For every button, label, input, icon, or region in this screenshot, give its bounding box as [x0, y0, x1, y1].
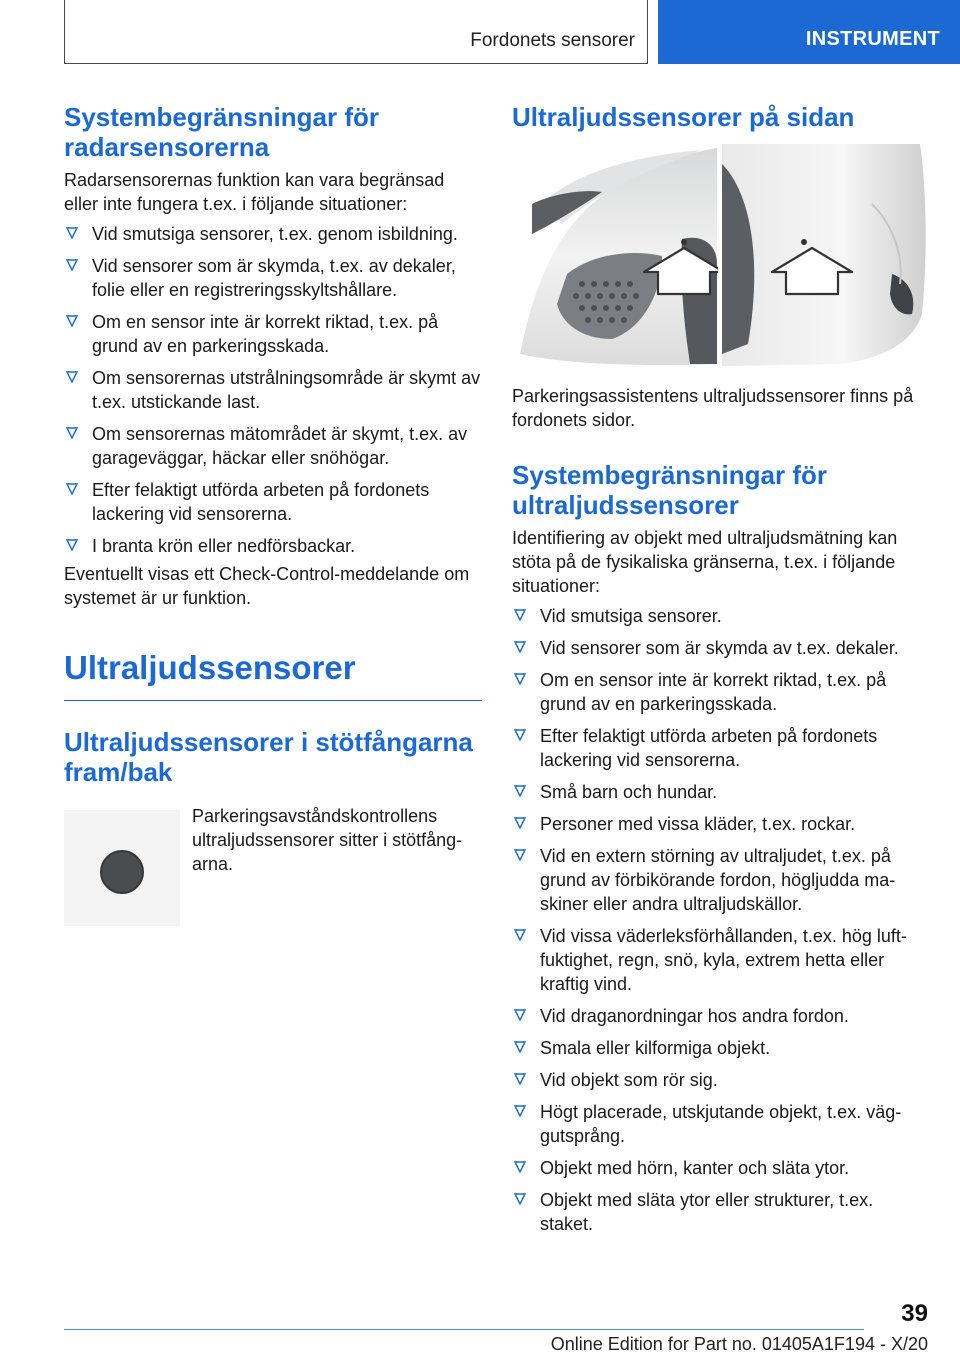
radar-outro: Eventuellt visas ett Check-Control-meddelande om systemet är ur funktion.	[64, 564, 470, 608]
list-item: Smala eller kilformiga objekt.	[512, 1036, 928, 1060]
triangle-bullet-icon	[514, 673, 526, 685]
triangle-bullet-icon	[66, 227, 78, 239]
triangle-bullet-icon	[514, 929, 526, 941]
list-item: Vid objekt som rör sig.	[512, 1068, 928, 1092]
heading-ultrasonic: Ultraljudssensorer	[64, 648, 482, 701]
header-title-box	[64, 0, 648, 64]
triangle-bullet-icon	[514, 1161, 526, 1173]
list-item: Personer med vissa kläder, t.ex. rockar.	[512, 812, 928, 836]
list-item: Vid sensorer som är skymda, t.ex. av dekaler, folie eller en registreringsskyltshållare.	[64, 254, 482, 302]
triangle-bullet-icon	[66, 539, 78, 551]
sensor-illustration	[64, 810, 180, 926]
right-column	[512, 102, 928, 1244]
list-item: Vid draganordningar hos andra fordon.	[512, 1004, 928, 1028]
footer-edition: Online Edition for Part no. 01405A1F194 - X/20	[550, 1334, 928, 1354]
list-item: Efter felaktigt utförda arbeten på fordonets lackering vid sensorerna.	[512, 724, 928, 772]
list-item: Om sensorernas utstrålningsområde är skymt av t.ex. utstickande last.	[64, 366, 482, 414]
list-item: Vid en extern störning av ultraljudet, t.ex. på grund av förbikörande fordon, högljudda maskiner eller andra ultraljudskällor.	[512, 844, 928, 916]
triangle-bullet-icon	[66, 259, 78, 271]
triangle-bullet-icon	[514, 1041, 526, 1053]
list-item: Vid smutsiga sensorer.	[512, 604, 928, 628]
triangle-bullet-icon	[514, 785, 526, 797]
heading-radar-limits: Systembegränsningar för radarsensorerna	[64, 102, 379, 162]
triangle-bullet-icon	[514, 1105, 526, 1117]
list-item: Högt placerade, utskjutande objekt, t.ex. väggutsprång.	[512, 1100, 928, 1148]
triangle-bullet-icon	[514, 1193, 526, 1205]
triangle-bullet-icon	[514, 641, 526, 653]
header-section-label: INSTRUMENT	[805, 28, 940, 50]
triangle-bullet-icon	[514, 849, 526, 861]
list-item: Vid smutsiga sensorer, t.ex. genom isbildning.	[64, 222, 482, 246]
ultrasonic-limits-intro: Identifiering av objekt med ultraljudsmätning kan stöta på de fysikaliska gränserna, t.ex. i följande situationer:	[512, 528, 898, 596]
triangle-bullet-icon	[514, 609, 526, 621]
triangle-bullet-icon	[514, 817, 526, 829]
radar-limit-list	[64, 222, 482, 558]
radar-intro: Radarsensorernas funktion kan vara begränsad eller inte fungera t.ex. i följande situationer:	[64, 170, 445, 214]
list-item: Objekt med släta ytor eller strukturer, t.ex. staket.	[512, 1188, 928, 1236]
side-sensor-text: Parkeringsassistentens ultraljudssensorer finns på fordonets sidor.	[512, 386, 914, 430]
triangle-bullet-icon	[514, 1073, 526, 1085]
triangle-bullet-icon	[66, 315, 78, 327]
list-item: Om en sensor inte är korrekt riktad, t.ex. på grund av en parkeringsskada.	[512, 668, 928, 716]
car-side-sensor-illustration	[512, 144, 928, 372]
list-item: Efter felaktigt utförda arbeten på fordonets lackering vid sensorerna.	[64, 478, 482, 526]
footer-divider	[64, 1329, 864, 1330]
bumper-sensor-text: Parkeringsavståndskontrollens ultraljudssensorer sitter i stötfångarna.	[192, 806, 463, 874]
triangle-bullet-icon	[66, 483, 78, 495]
ultrasonic-limit-list	[512, 604, 928, 1236]
triangle-bullet-icon	[66, 427, 78, 439]
header-title: Fordonets sensorer	[470, 30, 635, 51]
triangle-bullet-icon	[514, 729, 526, 741]
side-sensor-figure	[512, 144, 928, 372]
triangle-bullet-icon	[66, 371, 78, 383]
list-item: I branta krön eller nedförsbackar.	[64, 534, 482, 558]
triangle-bullet-icon	[514, 1009, 526, 1021]
heading-ultrasonic-limits: Systembegränsningar för ultraljudssensorer	[512, 460, 827, 520]
list-item: Om en sensor inte är korrekt riktad, t.ex. på grund av en parkeringsskada.	[64, 310, 482, 358]
heading-ultrasonic-bumper: Ultraljudssensorer i stötfångarna fram/bak	[64, 727, 473, 787]
list-item: Små barn och hundar.	[512, 780, 928, 804]
header-section-tab	[658, 0, 960, 64]
list-item: Objekt med hörn, kanter och släta ytor.	[512, 1156, 928, 1180]
list-item: Om sensorernas mätområdet är skymt, t.ex. av garageväggar, häckar eller snöhögar.	[64, 422, 482, 470]
page-number: 39	[901, 1300, 928, 1327]
list-item: Vid vissa väderleksförhållanden, t.ex. hög luftfuktighet, regn, snö, kyla, extrem hetta eller kraftig vind.	[512, 924, 928, 996]
heading-side-sensors: Ultraljudssensorer på sidan	[512, 102, 855, 132]
list-item: Vid sensorer som är skymda av t.ex. dekaler.	[512, 636, 928, 660]
left-column	[64, 102, 482, 793]
ultrasonic-sensor-icon	[64, 810, 180, 926]
